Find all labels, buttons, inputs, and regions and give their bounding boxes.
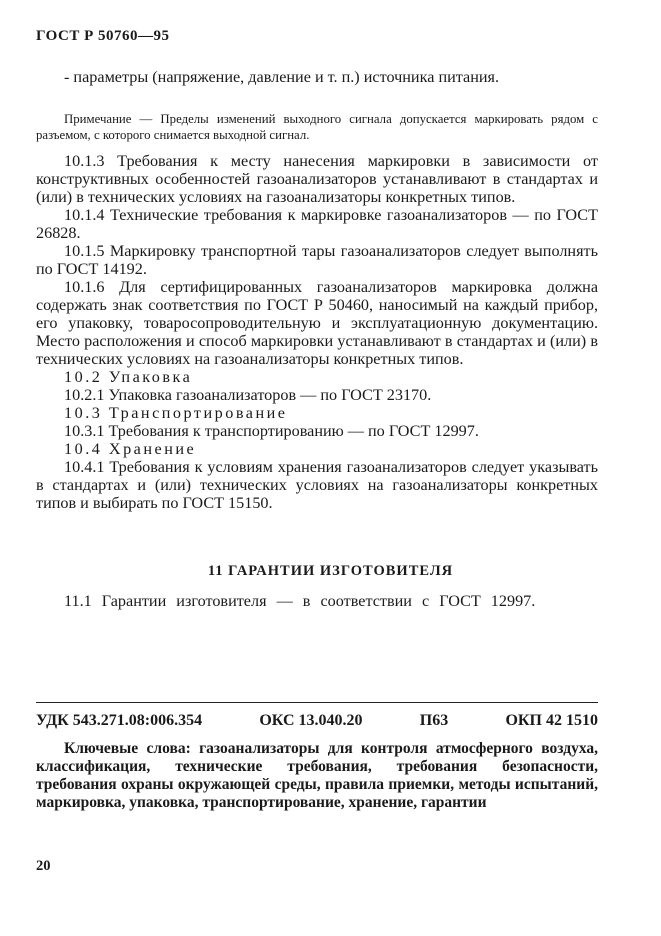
keywords-paragraph: Ключевые слова: газоанализаторы для контроля атмосферного воздуха, классификация, технические требования, требования безопасности, требования охраны окружающей среды, правила приемки, методы испытаний, маркировка, упаковка, транспортирование, хранение, гарантии [36,740,598,811]
paragraph-10-3-1: 10.3.1 Требования к транспортированию — по ГОСТ 12997. [64,422,479,440]
classification-row [36,712,598,730]
section-11-title: 11 ГАРАНТИИ ИЗГОТОВИТЕЛЯ [207,563,454,579]
paragraph-10-4-1: 10.4.1 Требования к условиям хранения газоанализаторов следует указывать в стандартах и (или) технических условиях на газоанализаторы конкретных типов и выбирать по ГОСТ 15150. [36,458,598,512]
paragraph-10-1-6: 10.1.6 Для сертифицированных газоанализаторов маркировка должна содержать знак соответствия по ГОСТ Р 50460, наносимый на каждый прибор, его упаковку, товаросопроводительную и эксплуатационную документацию. Место расположения и способ маркировки устанавливают в стандартах и (или) в технических условиях на газоанализаторы конкретных типов. [36,278,598,368]
heading-10-4: 10.4 Хранение [64,440,197,458]
okp-code: ОКП 42 1510 [505,712,598,729]
p63-code: П63 [419,712,449,729]
params-line: - параметры (напряжение, давление и т. п.) источника питания. [64,68,500,86]
section-10-body [36,152,598,512]
standard-header: ГОСТ Р 50760—95 [36,28,170,44]
page-number: 20 [36,858,51,874]
heading-10-2: 10.2 Упаковка [64,368,193,386]
note-paragraph: Примечание — Пределы изменений выходного сигнала допускается маркировать рядом с разъемом, с которого снимается выходной сигнал. [36,112,598,142]
heading-10-3: 10.3 Транспортирование [64,404,288,422]
oks-code: ОКС 13.040.20 [259,712,363,729]
paragraph-10-1-4: 10.1.4 Технические требования к маркировке газоанализаторов — по ГОСТ 26828. [36,206,598,242]
paragraph-11-1: 11.1 Гарантии изготовителя — в соответствии с ГОСТ 12997. [64,592,536,610]
footer-divider [36,702,598,703]
paragraph-10-2-1: 10.2.1 Упаковка газоанализаторов — по ГОСТ 23170. [64,386,432,404]
params-item [36,68,598,86]
paragraph-10-1-3: 10.1.3 Требования к месту нанесения маркировки в зависимости от конструктивных особенностей газоанализаторов устанавливают в стандартах и (или) в технических условиях на газоанализаторы конкретных типов. [36,152,598,206]
udk-code: УДК 543.271.08:006.354 [36,712,203,729]
paragraph-10-1-5: 10.1.5 Маркировку транспортной тары газоанализаторов следует выполнять по ГОСТ 14192. [36,242,598,278]
